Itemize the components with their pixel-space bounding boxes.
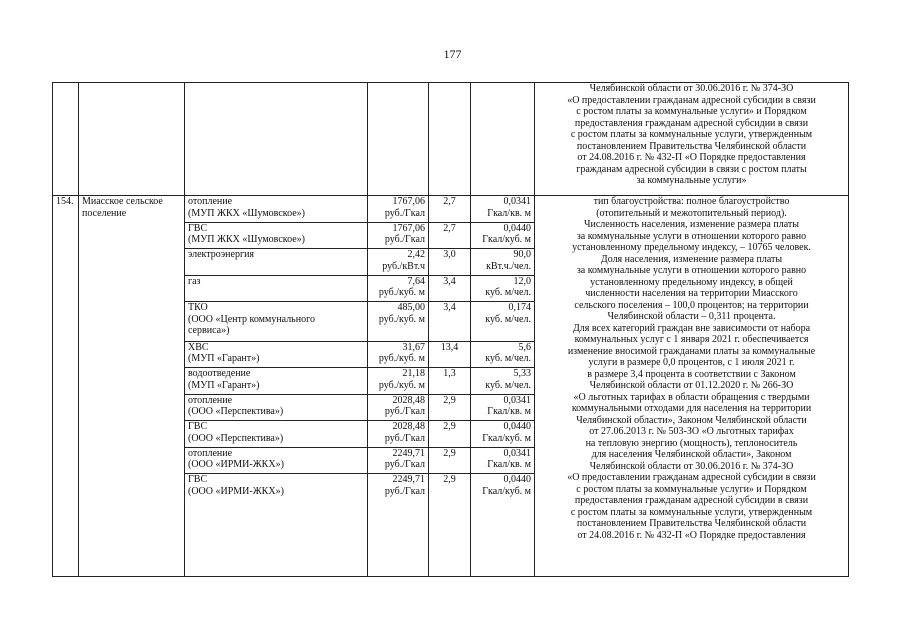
service-name-text: ГВС (ООО «Перспектива») — [188, 421, 284, 444]
service-name — [185, 249, 368, 276]
settlement-rows — [53, 196, 849, 577]
index-value — [429, 275, 471, 302]
service-name — [185, 447, 368, 474]
limit-value — [471, 447, 535, 474]
limit-value — [471, 394, 535, 421]
tariff-value — [368, 394, 429, 421]
index-value-text: 2,9 — [443, 394, 456, 406]
index-value-text: 3,4 — [443, 302, 456, 314]
limit-value-text: 0,0440 Гкал/куб. м — [482, 222, 531, 246]
index-value — [429, 196, 471, 223]
service-name — [185, 222, 368, 249]
limit-value-text: 5,33 куб. м/чел. — [485, 368, 531, 391]
continuation-cell-service — [185, 83, 368, 196]
limit-value-text: 90,0 кВт.ч./чел. — [486, 249, 531, 272]
tariff-table — [52, 82, 849, 577]
tariff-value-text: 31,67 руб./куб. м — [378, 341, 425, 365]
limit-value-text: 0,0440 Гкал/куб. м — [482, 474, 531, 497]
index-value-text: 3,4 — [443, 275, 456, 287]
index-value — [429, 302, 471, 341]
index-value — [429, 341, 471, 368]
index-value-text: 1,3 — [443, 368, 456, 380]
service-name-text: водоотведение (МУП «Гарант») — [188, 368, 260, 391]
service-name-text: ХВС (МУП «Гарант») — [188, 341, 260, 365]
page-number: 177 — [443, 47, 462, 61]
continuation-cell-tariff — [368, 83, 429, 196]
index-value — [429, 222, 471, 249]
service-name-text: газ — [188, 275, 201, 287]
continuation-row — [53, 83, 849, 196]
service-name — [185, 275, 368, 302]
service-name-text: электроэнергия — [188, 249, 255, 261]
limit-value — [471, 341, 535, 368]
tariff-value-text: 2249,71 руб./Гкал — [384, 447, 425, 471]
continuation-cell-limit — [471, 83, 535, 196]
continuation-cell-settlement — [79, 83, 185, 196]
tariff-value — [368, 368, 429, 395]
service-name-text: ГВС (ООО «ИРМИ-ЖКХ») — [188, 474, 284, 497]
tariff-value — [368, 196, 429, 223]
tariff-value — [368, 302, 429, 341]
continuation-note: Челябинской области от 30.06.2016 г. № 374-ЗО «О предоставлении гражданам адресной субсидии в связи с ростом платы за коммунальные услуги» и Порядком предоставления гражданам адресной субсидии в связи с ростом платы за коммунальные услуги, утвержденным постановлением Правительства Челябинской области от 24.08.2016 г. № 432-П «О Порядке предоставления гражданам адресной субсидии в связи с ростом платы за коммунальные услуги» — [535, 83, 849, 196]
tariff-value-text: 1767,06 руб./Гкал — [384, 222, 425, 246]
service-name — [185, 394, 368, 421]
service-name-text: ТКО (ООО «Центр коммунального сервиса») — [188, 302, 315, 337]
service-row — [53, 196, 849, 223]
service-name-text: отопление (МУП ЖКХ «Шумовское») — [188, 196, 306, 219]
limit-value — [471, 421, 535, 448]
tariff-value — [368, 421, 429, 448]
index-value — [429, 421, 471, 448]
tariff-value — [368, 275, 429, 302]
tariff-value-text: 21,18 руб./куб. м — [378, 368, 425, 391]
service-name — [185, 474, 368, 577]
tariff-value — [368, 341, 429, 368]
tariff-value-text: 2028,48 руб./Гкал — [384, 394, 425, 418]
limit-value-text: 0,174 куб. м/чел. — [485, 302, 531, 325]
tariff-value-text: 2,42 руб./кВт.ч — [382, 249, 425, 272]
limit-value-text: 0,0341 Гкал/кв. м — [487, 394, 531, 418]
index-value-text: 3,0 — [443, 249, 456, 261]
index-value-text: 2,9 — [443, 447, 456, 459]
limit-value — [471, 302, 535, 341]
service-name — [185, 302, 368, 341]
settlement-note: тип благоустройства: полное благоустройство (отопительный и межотопительный период). Численность населения, изменение размера платы за коммунальные услуги в отношении которого равно установленному предельному индексу, – 10765 человек. Доля населения, изменение размера платы за коммунальные услуги в отношении которого равно установленному предельному индексу, в общей численности населения на территории Миасского сельского поселения – 100,0 процентов; на территории Челябинской области – 0,311 процента. Для всех категорий граждан вне зависимости от набора коммунальных услуг с 1 января 2021 г. обеспечивается изменение вносимой гражданами платы за коммунальные услуги в размере 0,0 процентов, с 1 июля 2021 г. в размере 3,4 процента в соответствии с Законом Челябинской области от 01.12.2020 г. № 266-ЗО «О льготных тарифах в области обращения с твердыми коммунальными отходами для населения на территории Челябинской области», Законом Челябинской области от 27.06.2013 г. № 503-ЗО «О льготных тарифах на тепловую энергию (мощность), теплоноситель для населения Челябинской области», Законом Челябинской области от 30.06.2016 г. № 374-ЗО «О предоставлении гражданам адресной субсидии в связи с ростом платы за коммунальные услуги» и Порядком предоставления гражданам адресной субсидии в связи с ростом платы за коммунальные услуги, утвержденным постановлением Правительства Челябинской области от 24.08.2016 г. № 432-П «О Порядке предоставления — [535, 196, 849, 577]
limit-value — [471, 275, 535, 302]
service-name-text: отопление (ООО «ИРМИ-ЖКХ») — [188, 447, 284, 471]
limit-value — [471, 222, 535, 249]
limit-value-text: 0,0440 Гкал/куб. м — [482, 421, 531, 444]
tariff-value-text: 7,64 руб./куб. м — [378, 275, 425, 299]
index-value — [429, 474, 471, 577]
tariff-value-text: 2249,71 руб./Гкал — [384, 474, 425, 497]
index-value — [429, 249, 471, 276]
service-name — [185, 196, 368, 223]
index-value-text: 2,7 — [443, 196, 456, 208]
service-name-text: ГВС (МУП ЖКХ «Шумовское») — [188, 222, 306, 246]
service-name-text: отопление (ООО «Перспектива») — [188, 394, 284, 418]
limit-value — [471, 249, 535, 276]
tariff-value-text: 485,00 руб./куб. м — [378, 302, 425, 325]
tariff-value-text: 2028,48 руб./Гкал — [384, 421, 425, 444]
tariff-value — [368, 249, 429, 276]
limit-value-text: 12,0 куб. м/чел. — [485, 275, 531, 299]
index-value-text: 2,9 — [443, 421, 456, 433]
index-value-text: 13,4 — [440, 341, 459, 353]
tariff-value — [368, 447, 429, 474]
index-value-text: 2,9 — [443, 474, 456, 486]
row-number: 154. — [53, 196, 79, 577]
tariff-value-text: 1767,06 руб./Гкал — [384, 196, 425, 219]
limit-value — [471, 196, 535, 223]
limit-value-text: 0,0341 Гкал/кв. м — [487, 196, 531, 219]
limit-value — [471, 474, 535, 577]
limit-value-text: 5,6 куб. м/чел. — [485, 341, 531, 365]
settlement-name: Миасское сельское поселение — [79, 196, 185, 577]
limit-value-text: 0,0341 Гкал/кв. м — [487, 447, 531, 471]
index-value — [429, 447, 471, 474]
tariff-value — [368, 474, 429, 577]
tariff-value — [368, 222, 429, 249]
index-value-text: 2,7 — [443, 222, 456, 234]
service-name — [185, 341, 368, 368]
service-name — [185, 421, 368, 448]
index-value — [429, 368, 471, 395]
continuation-cell-index — [429, 83, 471, 196]
index-value — [429, 394, 471, 421]
service-name — [185, 368, 368, 395]
limit-value — [471, 368, 535, 395]
continuation-cell-number — [53, 83, 79, 196]
